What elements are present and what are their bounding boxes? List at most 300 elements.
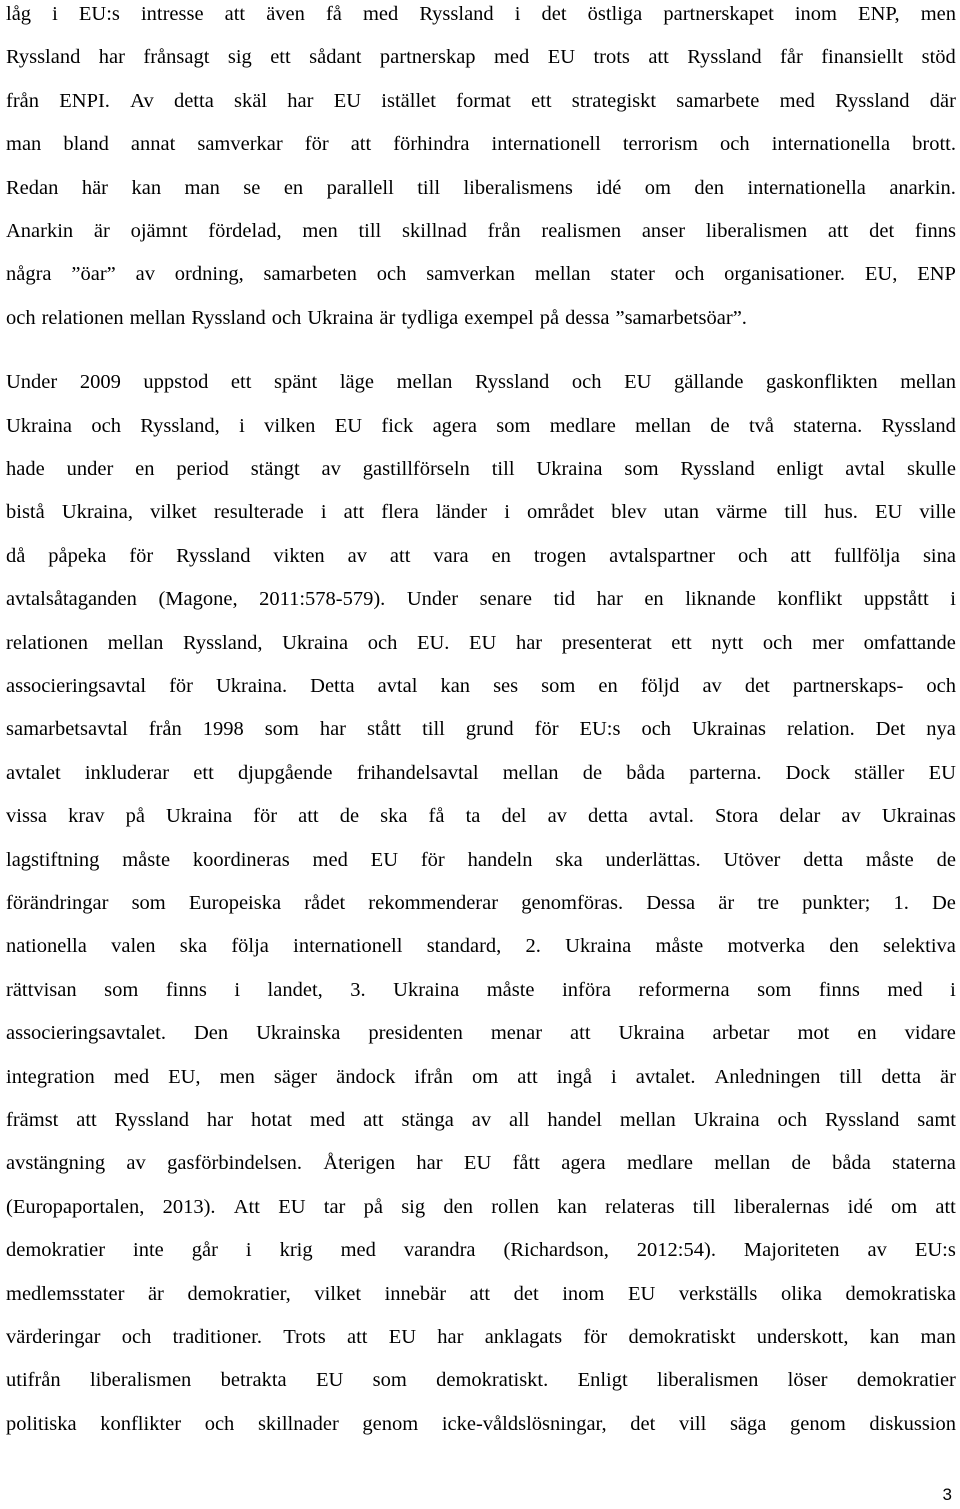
word: Ukrainas xyxy=(692,718,767,740)
word: och xyxy=(271,307,302,329)
word: olika xyxy=(780,1283,822,1305)
word: ett xyxy=(531,90,552,112)
word: demokratier, xyxy=(187,1283,291,1305)
word: på xyxy=(125,805,145,827)
word: Ukrainska xyxy=(256,1022,341,1044)
word: går xyxy=(191,1239,218,1261)
word: man xyxy=(6,133,42,155)
word: bistå xyxy=(6,501,45,523)
word: ett xyxy=(230,371,252,393)
word: flera xyxy=(381,501,419,523)
word: internationell xyxy=(491,133,601,155)
word: måste xyxy=(122,849,171,871)
word: ENP, xyxy=(858,3,900,25)
word: fördelad, xyxy=(208,220,282,242)
word: Ukraina xyxy=(536,458,603,480)
word: få xyxy=(325,3,342,25)
word: löser xyxy=(787,1369,828,1391)
word: har xyxy=(206,1109,234,1131)
word: till xyxy=(692,1196,716,1218)
word: men xyxy=(219,1066,255,1088)
word: ändock xyxy=(336,1066,396,1088)
word: mellan xyxy=(107,632,164,654)
word: tre xyxy=(757,892,779,914)
word: krav xyxy=(68,805,105,827)
word: Att xyxy=(233,1196,260,1218)
word: gastillförseln xyxy=(362,458,470,480)
word: frihandelsavtal xyxy=(356,762,479,784)
word: att xyxy=(469,1283,491,1305)
word: Ukraina, xyxy=(61,501,133,523)
word: fått xyxy=(512,1152,540,1174)
word: några xyxy=(6,263,52,285)
word: vilket xyxy=(314,1283,362,1305)
word: tydliga xyxy=(401,307,459,329)
word: säga xyxy=(729,1413,767,1435)
text-line xyxy=(6,1412,956,1436)
word: 1998 xyxy=(202,718,244,740)
text-line xyxy=(6,1325,956,1349)
word: enligt xyxy=(776,458,824,480)
word: ett xyxy=(671,632,692,654)
word: för xyxy=(304,133,329,155)
word: till xyxy=(422,718,445,740)
word: ENPI. xyxy=(59,90,110,112)
word: finns xyxy=(914,220,956,242)
word: nationella xyxy=(6,935,87,957)
word: liberalismen xyxy=(705,220,808,242)
word: mellan xyxy=(900,371,956,393)
word: genom xyxy=(790,1413,846,1435)
word: det xyxy=(744,675,770,697)
word: inte xyxy=(133,1239,164,1261)
word: utan xyxy=(663,501,699,523)
word: Detta xyxy=(310,675,355,697)
word: EU, xyxy=(864,263,898,285)
word: politiska xyxy=(6,1413,77,1435)
word: på xyxy=(363,1196,383,1218)
word: 2012:54). xyxy=(636,1239,716,1261)
word: förhindra xyxy=(393,133,470,155)
word: för xyxy=(583,1326,608,1348)
word: Ukrainas xyxy=(881,805,956,827)
word: traditioner. xyxy=(172,1326,262,1348)
word: för xyxy=(534,718,559,740)
word: samarbetsavtal xyxy=(6,718,128,740)
word: följa xyxy=(231,935,269,957)
word: stöd xyxy=(921,46,956,68)
word: Ukraina xyxy=(166,805,233,827)
word: har xyxy=(515,632,543,654)
word: där xyxy=(929,90,956,112)
word: båda xyxy=(832,1152,871,1174)
word: stänga xyxy=(401,1109,454,1131)
text-line xyxy=(6,132,956,156)
word: Av xyxy=(130,90,154,112)
word: partnerskap xyxy=(379,46,476,68)
word: av xyxy=(347,545,367,567)
word: om xyxy=(890,1196,918,1218)
word: måste xyxy=(865,849,914,871)
word: att xyxy=(343,501,365,523)
word: och xyxy=(6,307,36,329)
word: icke-våldslösningar, xyxy=(441,1413,607,1435)
word: trots xyxy=(593,46,630,68)
word: Ryssland xyxy=(176,545,251,567)
word: en xyxy=(598,675,618,697)
word: som xyxy=(264,718,299,740)
word: demokratier xyxy=(6,1239,106,1261)
word: Enligt xyxy=(577,1369,628,1391)
text-line xyxy=(6,219,956,243)
word: avtal xyxy=(845,458,886,480)
word: valen xyxy=(111,935,156,957)
word: den xyxy=(829,935,859,957)
word: och xyxy=(762,632,793,654)
word: med xyxy=(309,1109,346,1131)
word: liberalismen xyxy=(657,1369,759,1391)
word: Ryssland xyxy=(474,371,550,393)
word: utifrån xyxy=(6,1369,61,1391)
word: med xyxy=(887,979,923,1001)
word: av xyxy=(135,263,155,285)
word: i xyxy=(52,3,58,25)
word: partnerskaps- xyxy=(792,675,904,697)
word: ses xyxy=(493,675,519,697)
word: de xyxy=(936,849,956,871)
word: är xyxy=(718,892,735,914)
word: ordning, xyxy=(174,263,244,285)
word: 2011:578-579). xyxy=(259,588,386,610)
text-line xyxy=(6,1151,956,1175)
word: och xyxy=(367,632,398,654)
word: i xyxy=(234,979,241,1001)
word: djupgående xyxy=(238,762,333,784)
text-line xyxy=(6,1195,956,1219)
word: (Magone, xyxy=(158,588,238,610)
word: har xyxy=(319,718,347,740)
word: mellan xyxy=(714,1152,771,1174)
word: samverkan xyxy=(426,263,515,285)
word: mellan xyxy=(502,762,559,784)
text-line xyxy=(6,761,956,785)
word: som xyxy=(541,675,576,697)
word: liknande xyxy=(685,588,756,610)
word: Dock xyxy=(785,762,831,784)
word: Ryssland xyxy=(419,3,494,25)
word: främst xyxy=(6,1109,59,1131)
word: De xyxy=(931,892,956,914)
word: hade xyxy=(6,458,45,480)
word: vidare xyxy=(904,1022,956,1044)
word: Ryssland xyxy=(687,46,762,68)
word: demokratiskt. xyxy=(436,1369,549,1391)
word: selektiva xyxy=(883,935,956,957)
text-line xyxy=(6,262,956,286)
word: 2013). xyxy=(162,1196,216,1218)
word: till xyxy=(839,1066,863,1088)
word: annat xyxy=(130,133,176,155)
word: har xyxy=(287,90,314,112)
word: är xyxy=(940,1066,956,1088)
word: Återigen xyxy=(323,1152,396,1174)
word: dessa xyxy=(565,307,610,329)
word: innebär xyxy=(384,1283,447,1305)
word: nya xyxy=(926,718,956,740)
text-line xyxy=(6,89,956,113)
word: istället xyxy=(381,90,436,112)
text-line xyxy=(6,891,956,915)
word: uppstod xyxy=(143,371,209,393)
word: låg xyxy=(6,3,32,25)
word: anarkin. xyxy=(889,177,956,199)
word: EU xyxy=(624,371,652,393)
word: exempel xyxy=(464,307,534,329)
word: att xyxy=(363,1109,384,1131)
word: senare xyxy=(479,588,532,610)
word: medlare xyxy=(549,415,616,437)
word: staterna. xyxy=(793,415,863,437)
word: om xyxy=(644,177,671,199)
word: agera xyxy=(432,415,477,437)
word: det xyxy=(630,1413,656,1435)
word: demokratier xyxy=(856,1369,956,1391)
word: finns xyxy=(818,979,860,1001)
word: diskussion xyxy=(869,1413,956,1435)
word: Ukraina xyxy=(565,935,632,957)
word: mellan xyxy=(619,1109,676,1131)
word: Ukraina xyxy=(693,1109,760,1131)
word: EU xyxy=(627,1283,656,1305)
word: två xyxy=(748,415,774,437)
text-line xyxy=(6,1021,956,1045)
word: måste xyxy=(655,935,704,957)
word: del xyxy=(501,805,527,827)
word: mellan xyxy=(534,263,591,285)
word: ett xyxy=(270,46,291,68)
word: gaskonflikten xyxy=(766,371,878,393)
word: och xyxy=(674,263,705,285)
word: frånsagt xyxy=(143,46,210,68)
word: 2009 xyxy=(79,371,121,393)
word: att xyxy=(298,805,319,827)
word: att xyxy=(935,1196,956,1218)
word: Ryssland xyxy=(881,415,956,437)
word: EU xyxy=(315,1369,344,1391)
word: och xyxy=(376,263,407,285)
word: och xyxy=(204,1413,235,1435)
word: rekommenderar xyxy=(368,892,499,914)
word: anser xyxy=(641,220,686,242)
word: liberalismens xyxy=(463,177,573,199)
text-line xyxy=(6,587,956,611)
word: lagstiftning xyxy=(6,849,100,871)
word: skulle xyxy=(906,458,956,480)
word: Ukraina. xyxy=(215,675,288,697)
word: och xyxy=(121,1326,152,1348)
word: EU xyxy=(874,501,903,523)
word: ska xyxy=(555,849,583,871)
word: standard, xyxy=(426,935,502,957)
word: har xyxy=(437,1326,464,1348)
word: konflikter xyxy=(100,1413,182,1435)
word: Trots xyxy=(283,1326,326,1348)
word: från xyxy=(148,718,182,740)
word: ta xyxy=(465,805,481,827)
word: att xyxy=(648,46,669,68)
word: sig xyxy=(401,1196,426,1218)
word: i xyxy=(504,501,510,523)
word: är xyxy=(379,307,396,329)
word: i xyxy=(320,501,327,523)
word: att xyxy=(76,1109,97,1131)
word: att xyxy=(790,545,812,567)
word: mellan xyxy=(129,307,186,329)
word: sådant xyxy=(309,46,362,68)
word: EU. xyxy=(416,632,450,654)
word: brott. xyxy=(912,133,956,155)
word: partnerskapet xyxy=(663,3,774,25)
word: stängt xyxy=(250,458,300,480)
word: Under xyxy=(406,588,459,610)
word: den xyxy=(443,1196,473,1218)
word: demokratiskt xyxy=(628,1326,736,1348)
word: delar xyxy=(779,805,821,827)
word: i xyxy=(950,588,956,610)
word: en xyxy=(644,588,664,610)
word: samt xyxy=(917,1109,956,1131)
word: 1. xyxy=(893,892,909,914)
word: underskott, xyxy=(756,1326,849,1348)
word: uppstått xyxy=(863,588,929,610)
word: arbetar xyxy=(712,1022,770,1044)
text-line xyxy=(6,1065,956,1089)
word: med xyxy=(493,46,530,68)
word: vissa xyxy=(6,805,47,827)
word: och xyxy=(720,133,750,155)
word: vara xyxy=(433,545,469,567)
word: finansiellt xyxy=(821,46,904,68)
word: man xyxy=(920,1326,956,1348)
word: påpeka xyxy=(48,545,107,567)
word: länder xyxy=(435,501,488,523)
text-line xyxy=(6,1282,956,1306)
word: hotat xyxy=(250,1109,292,1131)
text-line xyxy=(6,848,956,872)
word: Ryssland xyxy=(835,90,910,112)
word: gällande xyxy=(673,371,744,393)
word: blev xyxy=(611,501,647,523)
word: i xyxy=(239,415,245,437)
word: intresse xyxy=(140,3,204,25)
word: om xyxy=(472,1066,499,1088)
word: Europeiska xyxy=(188,892,282,914)
word: internationella xyxy=(771,133,891,155)
word: har xyxy=(98,46,125,68)
word: avtalspartner xyxy=(609,545,716,567)
word: Anarkin xyxy=(6,220,74,242)
word: med xyxy=(312,849,348,871)
word: Ukraina xyxy=(618,1022,685,1044)
word: Ryssland, xyxy=(140,415,220,437)
word: idé xyxy=(596,177,622,199)
word: detta xyxy=(588,805,628,827)
word: varandra xyxy=(403,1239,476,1261)
text-line xyxy=(6,978,956,1002)
text-line xyxy=(6,306,956,330)
word: relateras xyxy=(605,1196,675,1218)
word: en xyxy=(135,458,155,480)
text-line xyxy=(6,674,956,698)
word: EU xyxy=(463,1152,492,1174)
text-line xyxy=(6,631,956,655)
word: idé xyxy=(847,1196,873,1218)
word: relationen xyxy=(41,307,124,329)
word: på xyxy=(539,307,560,329)
word: att xyxy=(827,220,849,242)
word: de xyxy=(791,1152,811,1174)
word: som xyxy=(372,1369,407,1391)
word: avtalet xyxy=(6,762,61,784)
word: integration xyxy=(6,1066,95,1088)
word: Ryssland xyxy=(825,1109,900,1131)
word: båda xyxy=(626,762,665,784)
word: EU xyxy=(469,632,497,654)
word: genom xyxy=(362,1413,419,1435)
word: presidenten xyxy=(368,1022,463,1044)
word: rättvisan xyxy=(6,979,77,1001)
word: EU:s xyxy=(914,1239,956,1261)
word: av xyxy=(547,805,567,827)
word: liberalismen xyxy=(89,1369,192,1391)
word: Majoriteten xyxy=(743,1239,840,1261)
word: 2. xyxy=(525,935,541,957)
word: värderingar xyxy=(6,1326,101,1348)
word: avtal xyxy=(377,675,418,697)
word: och xyxy=(926,675,956,697)
word: man xyxy=(184,177,220,199)
word: relation. xyxy=(786,718,855,740)
word: EU, xyxy=(168,1066,201,1088)
word: sina xyxy=(922,545,956,567)
word: 3. xyxy=(350,979,366,1001)
word: rollen xyxy=(491,1196,540,1218)
text-line xyxy=(6,45,956,69)
word: kan xyxy=(869,1326,900,1348)
word: det xyxy=(869,220,895,242)
word: en xyxy=(283,177,304,199)
word: punkter; xyxy=(802,892,871,914)
word: är xyxy=(93,220,110,242)
word: strategiskt xyxy=(571,90,657,112)
word: av xyxy=(867,1239,887,1261)
word: omfattande xyxy=(863,632,956,654)
text-line xyxy=(6,1108,956,1132)
word: en xyxy=(491,545,511,567)
word: relationen xyxy=(6,632,88,654)
word: anklagats xyxy=(484,1326,563,1348)
word: Det xyxy=(875,718,906,740)
word: realismen xyxy=(541,220,622,242)
word: av xyxy=(841,805,861,827)
word: inkluderar xyxy=(84,762,170,784)
word: förändringar xyxy=(6,892,109,914)
word: av xyxy=(471,1109,492,1131)
word: ojämnt xyxy=(130,220,188,242)
word: kan xyxy=(440,675,471,697)
word: inom xyxy=(562,1283,605,1305)
word: ville xyxy=(919,501,956,523)
